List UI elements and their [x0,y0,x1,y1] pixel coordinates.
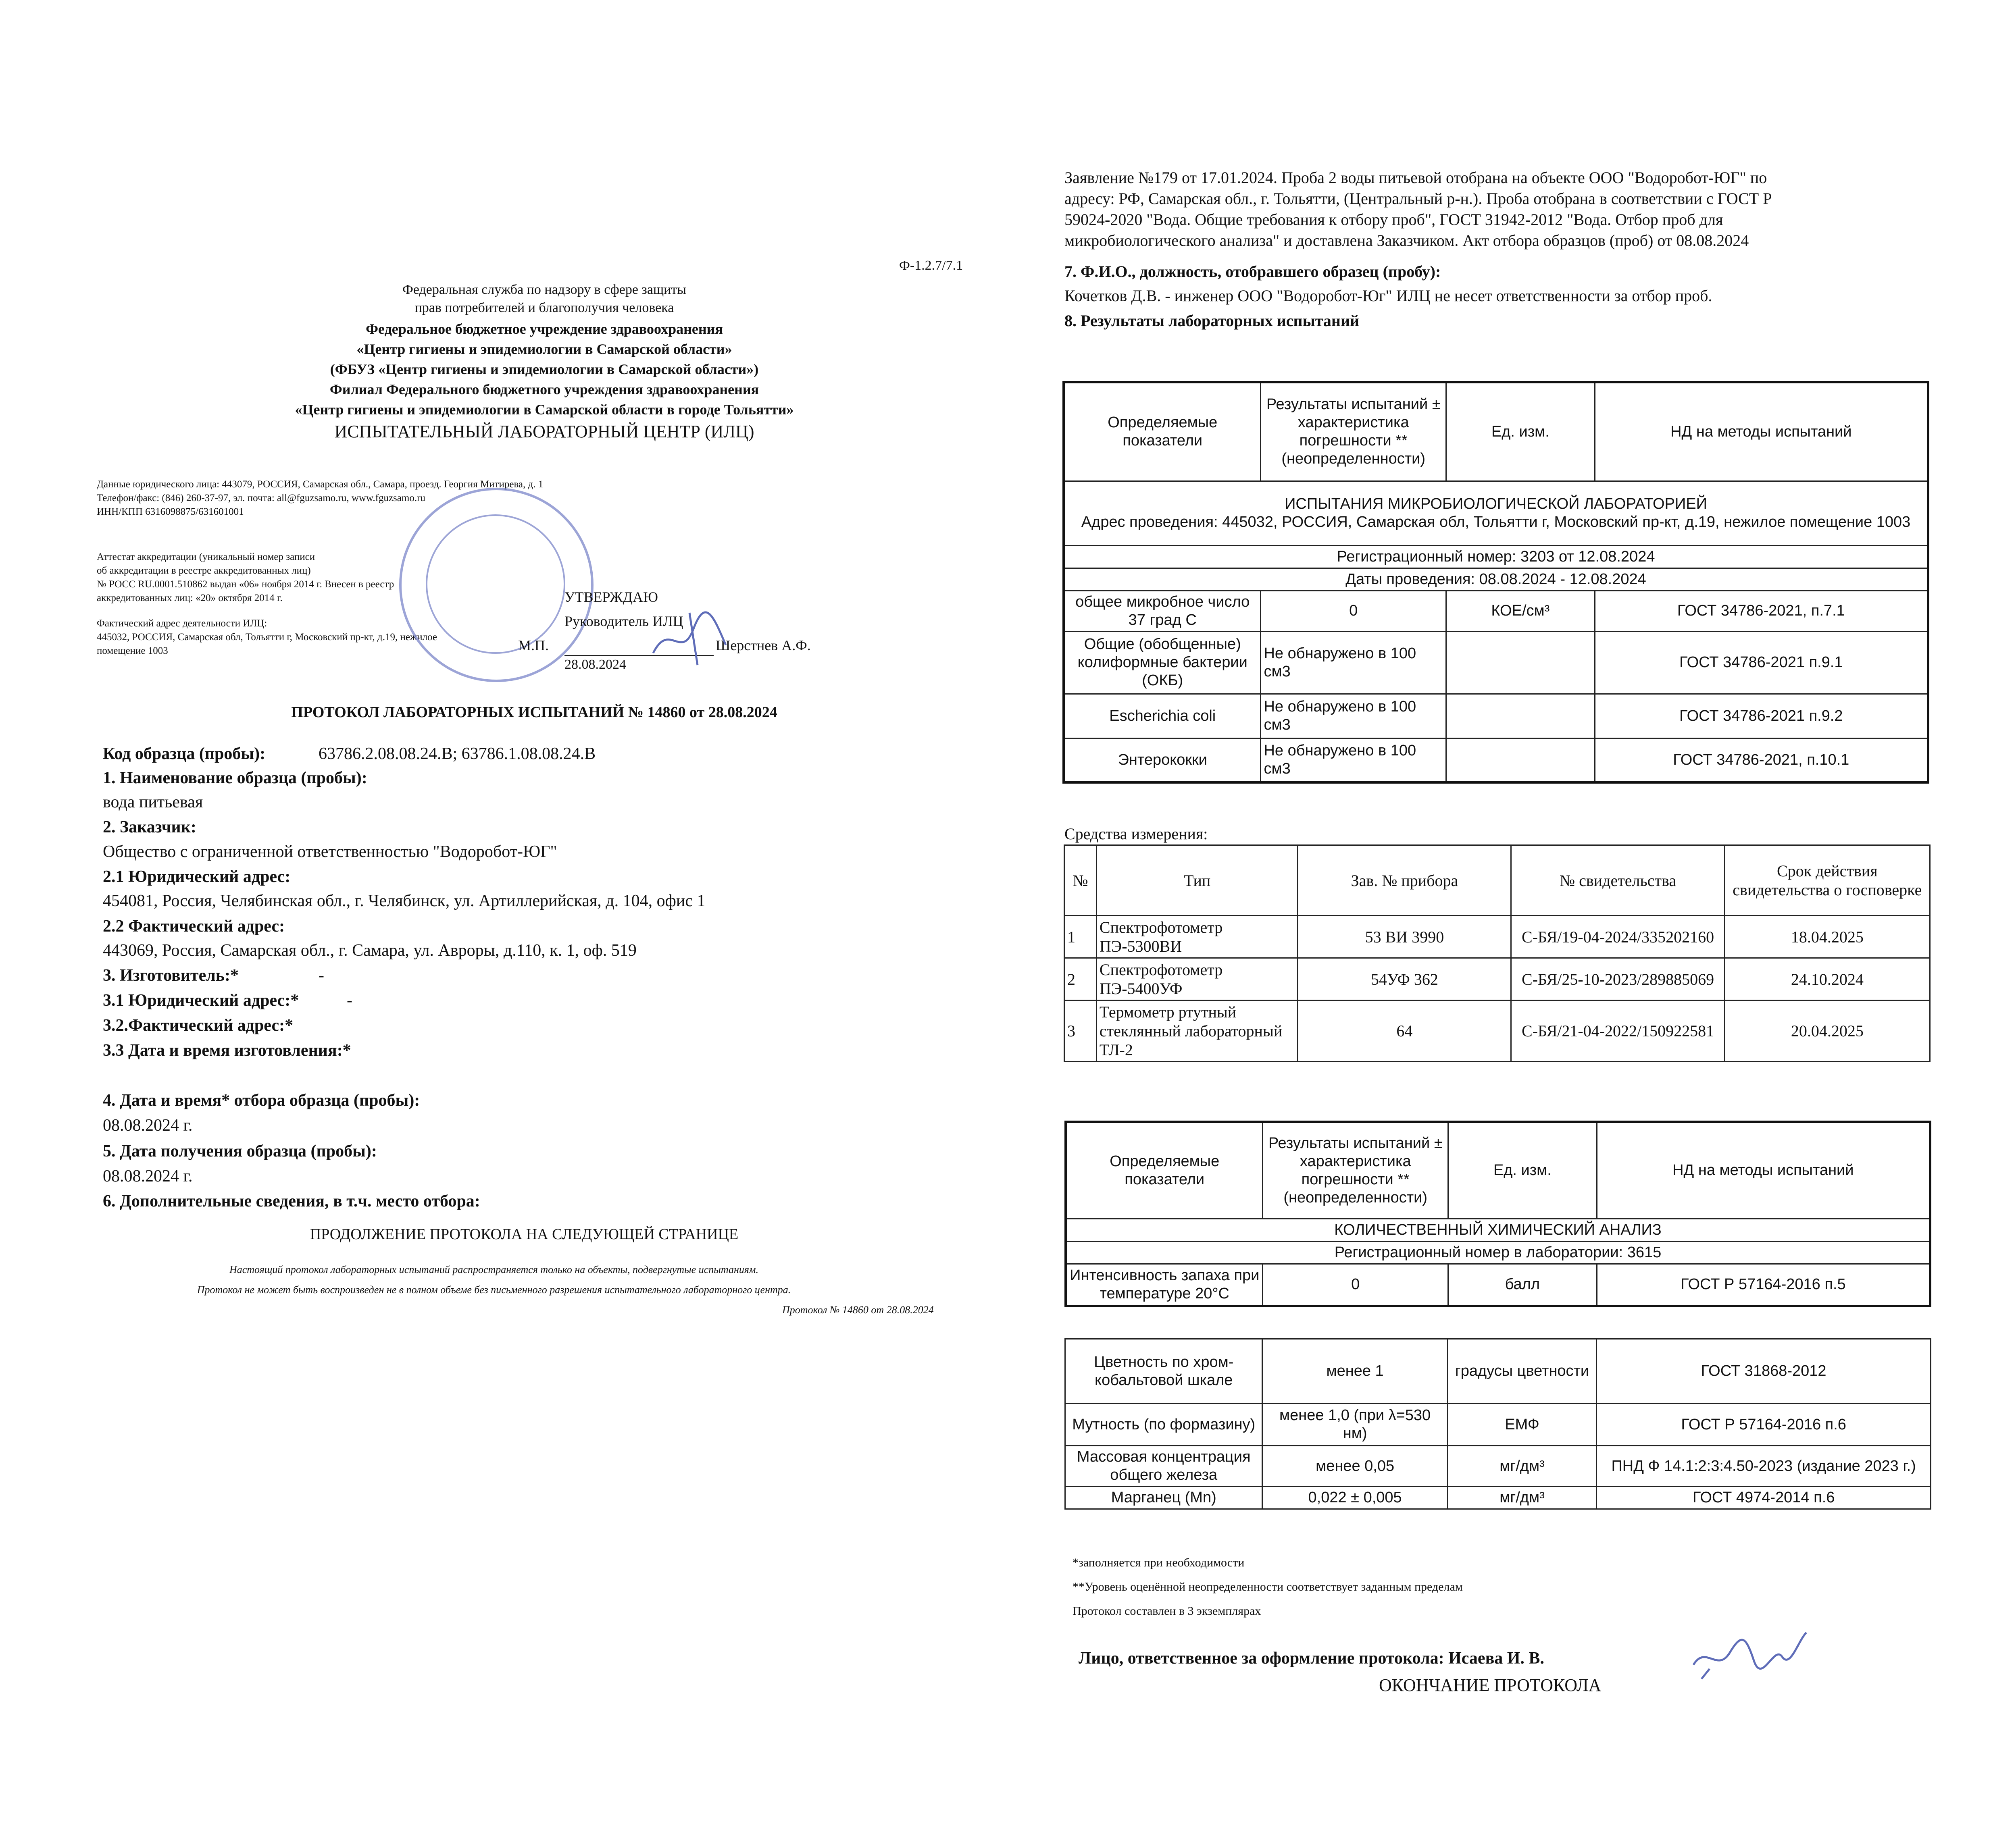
valid-until: 20.04.2025 [1724,1000,1930,1062]
s22-label: 2.2 Фактический адрес: [103,917,285,936]
approve-date: 28.08.2024 [564,657,626,672]
table-row [1064,1000,1930,1062]
footer-note-3: Протокол № 14860 от 28.08.2024 [782,1304,934,1316]
s6-label: 6. Дополнительные сведения, в т.ч. место отбора: [103,1192,480,1211]
table-header-row [1064,845,1930,916]
approve-title: УТВЕРЖДАЮ [564,589,658,605]
method-cell: ПНД Ф 14.1:2:3:4.50-2023 (издание 2023 г.) [1597,1446,1931,1487]
certificate-number: С-БЯ/19-04-2024/335202160 [1511,916,1724,958]
s31-value: - [347,991,352,1010]
accreditation-line: Аттестат аккредитации (уникальный номер записи [97,551,315,562]
chem-results-table [1064,1121,1931,1307]
header-cell: Результаты испытаний ± характеристика погрешности **(неопределенности) [1263,1122,1448,1219]
unit-cell [1446,694,1595,738]
indicator-cell: Марганец (Mn) [1065,1487,1262,1509]
method-cell: ГОСТ Р 57164-2016 п.6 [1597,1404,1931,1446]
header-line-2: прав потребителей и благополучия человека [414,300,674,315]
row-number: 1 [1064,916,1097,958]
table-header-row [1066,1122,1930,1219]
table-row [1065,1339,1931,1404]
unit-cell: градусы цветности [1447,1339,1597,1404]
director-signature [645,605,742,669]
section-title: ИСПЫТАНИЯ МИКРОБИОЛОГИЧЕСКОЙ ЛАБОРАТОРИЕЙ [1285,495,1707,512]
unit-cell: мг/дм³ [1447,1446,1597,1487]
reg-number: Регистрационный номер в лаборатории: 3615 [1066,1241,1930,1264]
s7-label: 7. Ф.И.О., должность, отобравшего образец (пробу): [1064,262,1441,281]
serial-number: 54УФ 362 [1298,958,1511,1000]
result-cell: менее 1 [1262,1339,1447,1404]
header-cell: Зав. № прибора [1298,845,1511,916]
header-cell: Определяемые показатели [1064,382,1261,481]
s33-label: 3.3 Дата и время изготовления:* [103,1041,351,1060]
reg-number: Регистрационный номер: 3203 от 12.08.2024 [1064,545,1928,568]
s22-value: 443069, Россия, Самарская обл., г. Самара, ул. Авроры, д.110, к. 1, оф. 519 [103,941,637,960]
s8-label: 8. Результаты лабораторных испытаний [1064,312,1360,330]
responsible-signature [1685,1620,1814,1681]
header-cell: Срок действия свидетельства о госповерке [1724,845,1930,916]
s31-label: 3.1 Юридический адрес:* [103,991,299,1010]
note-1: *заполняется при необходимости [1073,1556,1245,1569]
certificate-number: С-БЯ/25-10-2023/289885069 [1511,958,1724,1000]
s3-value: - [319,966,324,985]
header-cell: Определяемые показатели [1066,1122,1263,1219]
result-cell: менее 0,05 [1262,1446,1447,1487]
header-cell: НД на методы испытаний [1595,382,1928,481]
micro-results-table [1062,381,1929,784]
indicator-cell: Цветность по хром-кобальтовой шкале [1065,1339,1262,1404]
accreditation-line: об аккредитации в реестре аккредитованных лиц) [97,565,311,576]
indicator-cell: Массовая концентрация общего железа [1065,1446,1262,1487]
instrument-type: Термометр ртутный стеклянный лабораторный ТЛ-2 [1096,1000,1298,1062]
indicator-cell: Интенсивность запаха при температуре 20°С [1066,1264,1263,1306]
approve-role: Руководитель ИЛЦ [564,613,683,629]
table-row [1065,1404,1931,1446]
header-cell: Ед. изм. [1448,1122,1597,1219]
result-cell: менее 1,0 (при λ=530 нм) [1262,1404,1447,1446]
test-dates: Даты проведения: 08.08.2024 - 12.08.2024 [1064,568,1928,591]
responsible-person: Лицо, ответственное за оформление протокола: Исаева И. В. [1079,1649,1544,1668]
method-cell: ГОСТ 31868-2012 [1597,1339,1931,1404]
table-row [1064,916,1930,958]
code-value: 63786.2.08.08.24.В; 63786.1.08.08.24.В [319,745,596,763]
s32-label: 3.2.Фактический адрес:* [103,1016,294,1035]
instruments-caption: Средства измерения: [1064,825,1208,843]
result-cell: 0 [1263,1264,1448,1306]
certificate-number: С-БЯ/21-04-2022/150922581 [1511,1000,1724,1062]
result-cell: 0,022 ± 0,005 [1262,1487,1447,1509]
note-3: Протокол составлен в 3 экземплярах [1073,1604,1261,1618]
legal-line: Телефон/факс: (846) 260-37-97, эл. почта: all@fguzsamo.ru, www.fguzsamo.ru [97,493,425,503]
official-stamp [399,488,594,682]
intro-line: микробиологического анализа" и доставлена Заказчиком. Акт отбора образцов (проб) от 08.08.2024 [1064,231,1749,250]
header-line-3: Федеральное бюджетное учреждение здравоохранения [366,321,723,337]
footer-note-2: Протокол не может быть воспроизведен не в полном объеме без письменного разрешения испытательного лабораторного центра. [197,1284,791,1296]
instrument-type: Спектрофотометр ПЭ-5300ВИ [1096,916,1298,958]
chem-results-table-2 [1064,1338,1931,1510]
accreditation-line: № РОСС RU.0001.510862 выдан «06» ноября 2014 г. Внесен в реестр [97,579,394,590]
form-code: Ф-1.2.7/7.1 [899,258,963,273]
code-label: Код образца (пробы): [103,745,266,763]
s2-value: Общество с ограниченной ответственностью "Водоробот-ЮГ" [103,842,557,861]
s7-value: Кочетков Д.В. - инженер ООО "Водоробот-Юг" ИЛЦ не несет ответственности за отбор проб. [1064,287,1712,305]
table-row [1064,591,1928,631]
result-cell: Не обнаружено в 100 см3 [1261,738,1446,782]
table-header-row [1064,382,1928,481]
indicator-cell: Общие (обобщенные) колиформные бактерии (ОКБ) [1064,631,1261,694]
intro-block [1064,167,1960,251]
address-line: 445032, РОССИЯ, Самарская обл, Тольятти г, Московский пр-кт, д.19, нежилое [97,632,437,643]
result-cell: 0 [1261,591,1446,631]
section-row [1066,1219,1930,1241]
method-cell: ГОСТ 34786-2021, п.7.1 [1595,591,1928,631]
intro-line: адресу: РФ, Самарская обл., г. Тольятти, (Центральный р-н.). Проба отобрана в соответствии с ГОСТ Р [1064,189,1772,208]
header-line-4: «Центр гигиены и эпидемиологии в Самарской области» [356,341,732,357]
s1-value: вода питьевая [103,793,203,811]
header-cell: № [1064,845,1097,916]
instrument-type: Спектрофотометр ПЭ-5400УФ [1096,958,1298,1000]
unit-cell [1446,738,1595,782]
reg-row [1066,1241,1930,1264]
end-of-protocol: ОКОНЧАНИЕ ПРОТОКОЛА [1379,1675,1602,1695]
valid-until: 18.04.2025 [1724,916,1930,958]
table-row [1065,1446,1931,1487]
header-line-6: Филиал Федерального бюджетного учреждения здравоохранения [329,381,759,397]
header-cell: Ед. изм. [1446,382,1595,481]
indicator-cell: общее микробное число 37 град С [1064,591,1261,631]
method-cell: ГОСТ 34786-2021 п.9.2 [1595,694,1928,738]
s4-value: 08.08.2024 г. [103,1116,193,1135]
method-cell: ГОСТ 34786-2021, п.10.1 [1595,738,1928,782]
section-row [1064,481,1928,545]
result-cell: Не обнаружено в 100 см3 [1261,694,1446,738]
header-cell: № свидетельства [1511,845,1724,916]
unit-cell: ЕМФ [1447,1404,1597,1446]
indicator-cell: Энтерококки [1064,738,1261,782]
legal-info [97,478,661,519]
legal-line: Данные юридического лица: 443079, РОССИЯ, Самарская обл., Самара, проезд. Георгия Митирева, д. 1 [97,479,544,490]
unit-cell: мг/дм³ [1447,1487,1597,1509]
s5-value: 08.08.2024 г. [103,1167,193,1186]
instruments-table [1064,844,1931,1062]
s21-label: 2.1 Юридический адрес: [103,867,291,886]
serial-number: 53 ВИ 3990 [1298,916,1511,958]
table-row [1064,631,1928,694]
method-cell: ГОСТ 4974-2014 п.6 [1597,1487,1931,1509]
approver-name: Шерстнев А.Ф. [716,637,811,653]
address-line: помещение 1003 [97,645,168,656]
table-row [1064,694,1928,738]
header-cell: Тип [1096,845,1298,916]
unit-cell [1446,631,1595,694]
header-cell: НД на методы испытаний [1597,1122,1930,1219]
s2-label: 2. Заказчик: [103,818,196,836]
unit-cell: балл [1448,1264,1597,1306]
table-row [1066,1264,1930,1306]
table-row [1064,958,1930,1000]
s1-label: 1. Наименование образца (пробы): [103,769,367,787]
indicator-cell: Escherichia coli [1064,694,1261,738]
note-2: **Уровень оценённой неопределенности соответствует заданным пределам [1073,1580,1463,1593]
header-line-5: (ФБУЗ «Центр гигиены и эпидемиологии в Самарской области») [330,361,759,377]
serial-number: 64 [1298,1000,1511,1062]
row-number: 3 [1064,1000,1097,1062]
header-cell: Результаты испытаний ± характеристика погрешности **(неопределенности) [1261,382,1446,481]
protocol-title: ПРОТОКОЛ ЛАБОРАТОРНЫХ ИСПЫТАНИЙ № 14860 от 28.08.2024 [291,704,777,721]
indicator-cell: Мутность (по формазину) [1065,1404,1262,1446]
s5-label: 5. Дата получения образца (пробы): [103,1142,377,1161]
intro-line: 59024-2020 "Вода. Общие требования к отбору проб", ГОСТ 31942-2012 "Вода. Отбор проб для [1064,210,1723,229]
method-cell: ГОСТ 34786-2021 п.9.1 [1595,631,1928,694]
method-cell: ГОСТ Р 57164-2016 п.5 [1597,1264,1930,1306]
section-address: Адрес проведения: 445032, РОССИЯ, Самарская обл, Тольятти г, Московский пр-кт, д.19, нежилое помещение 1003 [1081,514,1911,530]
intro-line: Заявление №179 от 17.01.2024. Проба 2 воды питьевой отобрана на объекте ООО "Водоробот-ЮГ" по [1064,168,1767,187]
dates-row [1064,568,1928,591]
reg-row [1064,545,1928,568]
footer-note-1: Настоящий протокол лабораторных испытаний распространяется только на объекты, подвергнутые испытаниям. [229,1264,759,1275]
result-cell: Не обнаружено в 100 см3 [1261,631,1446,694]
table-row [1064,738,1928,782]
valid-until: 24.10.2024 [1724,958,1930,1000]
s3-label: 3. Изготовитель:* [103,966,239,985]
section-title: КОЛИЧЕСТВЕННЫЙ ХИМИЧЕСКИЙ АНАЛИЗ [1066,1219,1930,1241]
unit-cell: КОЕ/см³ [1446,591,1595,631]
table-row [1065,1487,1931,1509]
legal-line: ИНН/КПП 6316098875/631601001 [97,506,244,517]
lab-center-title: ИСПЫТАТЕЛЬНЫЙ ЛАБОРАТОРНЫЙ ЦЕНТР (ИЛЦ) [334,422,754,441]
s21-value: 454081, Россия, Челябинская обл., г. Челябинск, ул. Артиллерийская, д. 104, офис 1 [103,892,706,910]
header-line-1: Федеральная служба по надзору в сфере защиты [402,282,687,297]
row-number: 2 [1064,958,1097,1000]
header-line-7: «Центр гигиены и эпидемиологии в Самарской области в городе Тольятти» [295,401,794,418]
continued-note: ПРОДОЛЖЕНИЕ ПРОТОКОЛА НА СЛЕДУЮЩЕЙ СТРАНИЦЕ [310,1226,739,1243]
s4-label: 4. Дата и время* отбора образца (пробы): [103,1091,420,1110]
address-line: Фактический адрес деятельности ИЛЦ: [97,618,267,629]
stamp-mp: М.П. [518,637,549,653]
accreditation-line: аккредитованных лиц: «20» октября 2014 г. [97,593,283,603]
